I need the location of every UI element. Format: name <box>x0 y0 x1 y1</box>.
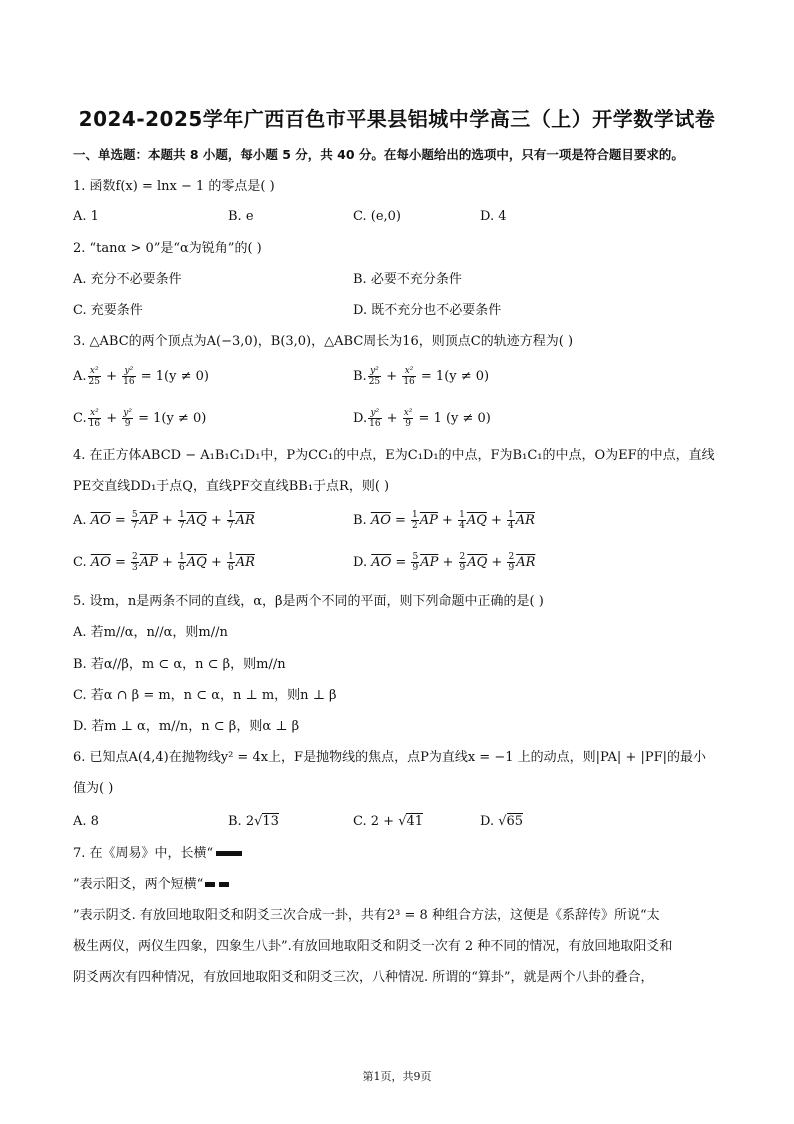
q1-option-c: C. (e,0) <box>353 209 401 224</box>
q5-option-d: D. 若m ⊥ α，m//n，n ⊂ β，则α ⊥ β <box>73 719 300 734</box>
coef-denominator: 9 <box>412 563 419 573</box>
fraction-denominator: 25 <box>368 377 381 387</box>
q1-option-a: A. 1 <box>73 209 99 224</box>
vector-ap: $\overline{AP}$ <box>139 513 158 528</box>
fraction-numerator: x² <box>403 408 413 418</box>
option-label: C. <box>73 411 87 426</box>
coef-denominator: 6 <box>227 563 234 573</box>
vector-ao: $\overline{AO}$ <box>90 555 111 570</box>
plus-sign: + <box>382 369 402 384</box>
plus-sign: + <box>157 555 178 570</box>
vector-ao: $\overline{AO}$ <box>370 513 391 528</box>
question-4-stem-line1: 4. 在正方体ABCD − A₁B₁C₁D₁中，P为CC₁的中点，E为C₁D₁的中点，F为B₁C₁的中点，O为EF的中点，直线 <box>73 448 715 463</box>
fraction-numerator: y² <box>123 408 132 418</box>
equals-sign: = <box>391 555 411 570</box>
q3-option-b <box>353 366 489 387</box>
page-footer: 第1页，共9页 <box>362 1070 432 1083</box>
vector-ar: $\overline{AR}$ <box>515 513 535 528</box>
plus-sign: + <box>206 555 226 570</box>
q4-option-d <box>353 552 535 573</box>
question-7-line3: ”表示阴爻. 有放回地取阳爻和阴爻三次合成一卦，共有2³ = 8 种组合方法，这便是《系辞传》所说“太 <box>73 908 660 923</box>
fraction-numerator: y² <box>368 408 381 419</box>
q4-option-b <box>353 510 535 531</box>
vector-aq: $\overline{AQ}$ <box>186 513 207 528</box>
plus-sign: + <box>487 555 507 570</box>
coef-numerator: 1 <box>227 552 234 562</box>
q3-option-c <box>73 408 206 429</box>
coef-denominator: 4 <box>508 521 514 531</box>
coef-denominator: 3 <box>131 563 138 573</box>
section-heading: 一、单选题：本题共 8 小题，每小题 5 分，共 40 分。在每小题给出的选项中，只有一项是符合题目要求的。 <box>73 147 684 162</box>
coef-denominator: 6 <box>179 563 185 573</box>
question-7-line2 <box>73 876 231 894</box>
question-7-line4: 极生两仪，两仪生四象，四象生八卦”.有放回地取阳爻和阴爻一次有 2 种不同的情况，有放回地取阳爻和 <box>73 939 673 954</box>
option-label: A. <box>73 369 87 384</box>
sqrt-sign: √ <box>398 814 407 829</box>
equation-tail: = 1(y ≠ 0) <box>416 369 490 384</box>
coef-denominator: 4 <box>459 521 465 531</box>
coef-denominator: 7 <box>227 521 234 531</box>
radicand: 41 <box>406 814 424 829</box>
vector-ap: $\overline{AP}$ <box>419 513 438 528</box>
option-label: C. <box>73 555 87 570</box>
fraction-denominator: 25 <box>88 377 100 387</box>
radicand: 13 <box>262 814 279 829</box>
fraction-denominator: 9 <box>124 419 131 429</box>
question-7-line5: 阴爻两次有四种情况，有放回地取阳爻和阴爻三次，八种情况. 所谓的“算卦”，就是两个八卦的叠合， <box>73 970 654 985</box>
coef-denominator: 9 <box>459 563 466 573</box>
fraction-numerator: x² <box>402 366 415 377</box>
coef-denominator: 2 <box>412 521 418 531</box>
question-2-stem: 2. “tanα > 0”是“α为锐角”的( ) <box>73 241 262 256</box>
q2-option-b: B. 必要不充分条件 <box>353 272 462 287</box>
yin-line-right-icon <box>219 882 229 887</box>
option-label: D. <box>353 555 368 570</box>
plus-sign: + <box>101 369 122 384</box>
q4-option-a <box>73 510 255 531</box>
fraction-numerator: y² <box>122 366 135 377</box>
coef-numerator: 2 <box>508 552 515 562</box>
option-label: D. <box>353 411 368 426</box>
fraction-numerator: x² <box>88 366 101 377</box>
q7-text: ”表示阳爻，两个短横“ <box>73 877 204 892</box>
fraction-denominator: 16 <box>403 377 415 387</box>
fraction-denominator: 16 <box>88 419 101 429</box>
coef-numerator: 2 <box>131 552 138 562</box>
q2-option-a: A. 充分不必要条件 <box>73 272 182 287</box>
option-prefix: C. 2 + <box>353 814 399 829</box>
q1-option-b: B. e <box>228 209 254 224</box>
coef-denominator: 7 <box>131 521 138 531</box>
vector-ao: $\overline{AO}$ <box>90 513 111 528</box>
question-5-stem: 5. 设m，n是两条不同的直线，α，β是两个不同的平面，则下列命题中正确的是( ) <box>73 594 544 609</box>
equals-sign: = <box>390 513 411 528</box>
vector-ap: $\overline{AP}$ <box>139 555 158 570</box>
fraction-denominator: 16 <box>123 377 135 387</box>
plus-sign: + <box>486 513 507 528</box>
q4-option-c <box>73 552 255 573</box>
radicand: 65 <box>506 814 524 829</box>
vector-ar: $\overline{AR}$ <box>235 513 255 528</box>
yang-line-icon <box>216 851 242 856</box>
q2-option-d: D. 既不充分也不必要条件 <box>353 303 502 318</box>
coef-denominator: 9 <box>508 563 515 573</box>
q1-option-d: D. 4 <box>480 209 507 224</box>
q5-option-b: B. 若α//β，m ⊂ α，n ⊂ β，则m//n <box>73 657 286 672</box>
vector-aq: $\overline{AQ}$ <box>466 513 487 528</box>
q6-option-d <box>480 813 523 831</box>
question-1-stem: 1. 函数f(x) = lnx − 1 的零点是( ) <box>73 179 275 194</box>
exam-title: 2024-2025学年广西百色市平果县铝城中学高三（上）开学数学试卷 <box>78 107 716 131</box>
yin-line-left-icon <box>205 882 215 887</box>
equals-sign: = <box>110 555 130 570</box>
fraction-denominator: 16 <box>369 419 381 429</box>
q3-option-a <box>73 366 209 387</box>
vector-ao: $\overline{AO}$ <box>371 555 392 570</box>
plus-sign: + <box>382 411 402 426</box>
coef-numerator: 1 <box>508 510 514 520</box>
option-prefix: B. 2 <box>228 814 255 829</box>
fraction-numerator: y² <box>368 366 381 377</box>
coef-numerator: 1 <box>179 552 185 562</box>
equation-tail: = 1(y ≠ 0) <box>133 411 207 426</box>
question-4-stem-line2: PE交直线DD₁于点Q，直线PF交直线BB₁于点R，则( ) <box>73 479 390 494</box>
option-label: B. <box>353 513 367 528</box>
plus-sign: + <box>102 411 122 426</box>
coef-numerator: 1 <box>227 510 234 520</box>
option-label: B. <box>353 369 367 384</box>
q5-option-a: A. 若m//α，n//α，则m//n <box>73 625 228 640</box>
coef-denominator: 7 <box>178 521 185 531</box>
vector-ar: $\overline{AR}$ <box>235 555 255 570</box>
equation-tail: = 1(y ≠ 0) <box>136 369 209 384</box>
q6-option-b <box>228 813 279 831</box>
question-3-stem: 3. △ABC的两个顶点为A(−3,0)，B(3,0)，△ABC周长为16，则顶点C的轨迹方程为( ) <box>73 334 574 349</box>
coef-numerator: 1 <box>178 510 185 520</box>
coef-numerator: 2 <box>459 552 466 562</box>
option-label: A. <box>73 513 87 528</box>
coef-numerator: 5 <box>412 552 419 562</box>
sqrt-sign: √ <box>254 814 263 829</box>
q7-text: 7. 在《周易》中，长横“ <box>73 846 214 861</box>
option-prefix: D. <box>480 814 499 829</box>
coef-numerator: 5 <box>131 510 138 520</box>
question-6-stem-line2: 值为( ) <box>73 781 114 796</box>
sqrt-sign: √ <box>498 814 507 829</box>
question-6-stem-line1: 6. 已知点A(4,4)在抛物线y² = 4x上，F是抛物线的焦点，点P为直线x = −1 上的动点，则|PA| + |PF|的最小 <box>73 750 706 765</box>
vector-ap: $\overline{AP}$ <box>420 555 439 570</box>
equals-sign: = <box>110 513 130 528</box>
q6-option-c <box>353 813 423 831</box>
plus-sign: + <box>157 513 177 528</box>
plus-sign: + <box>206 513 226 528</box>
plus-sign: + <box>437 513 458 528</box>
fraction-denominator: 9 <box>405 419 411 429</box>
fraction-numerator: x² <box>88 408 101 419</box>
coef-numerator: 1 <box>459 510 465 520</box>
q5-option-c: C. 若α ∩ β = m，n ⊂ α，n ⊥ m，则n ⊥ β <box>73 688 337 703</box>
coef-numerator: 1 <box>412 510 418 520</box>
q2-option-c: C. 充要条件 <box>73 303 143 318</box>
vector-aq: $\overline{AQ}$ <box>467 555 488 570</box>
q3-option-d <box>353 408 491 429</box>
plus-sign: + <box>438 555 458 570</box>
q6-option-a: A. 8 <box>73 814 99 829</box>
equation-tail: = 1 (y ≠ 0) <box>414 411 491 426</box>
question-7-line1 <box>73 845 245 863</box>
vector-aq: $\overline{AQ}$ <box>186 555 207 570</box>
vector-ar: $\overline{AR}$ <box>516 555 536 570</box>
